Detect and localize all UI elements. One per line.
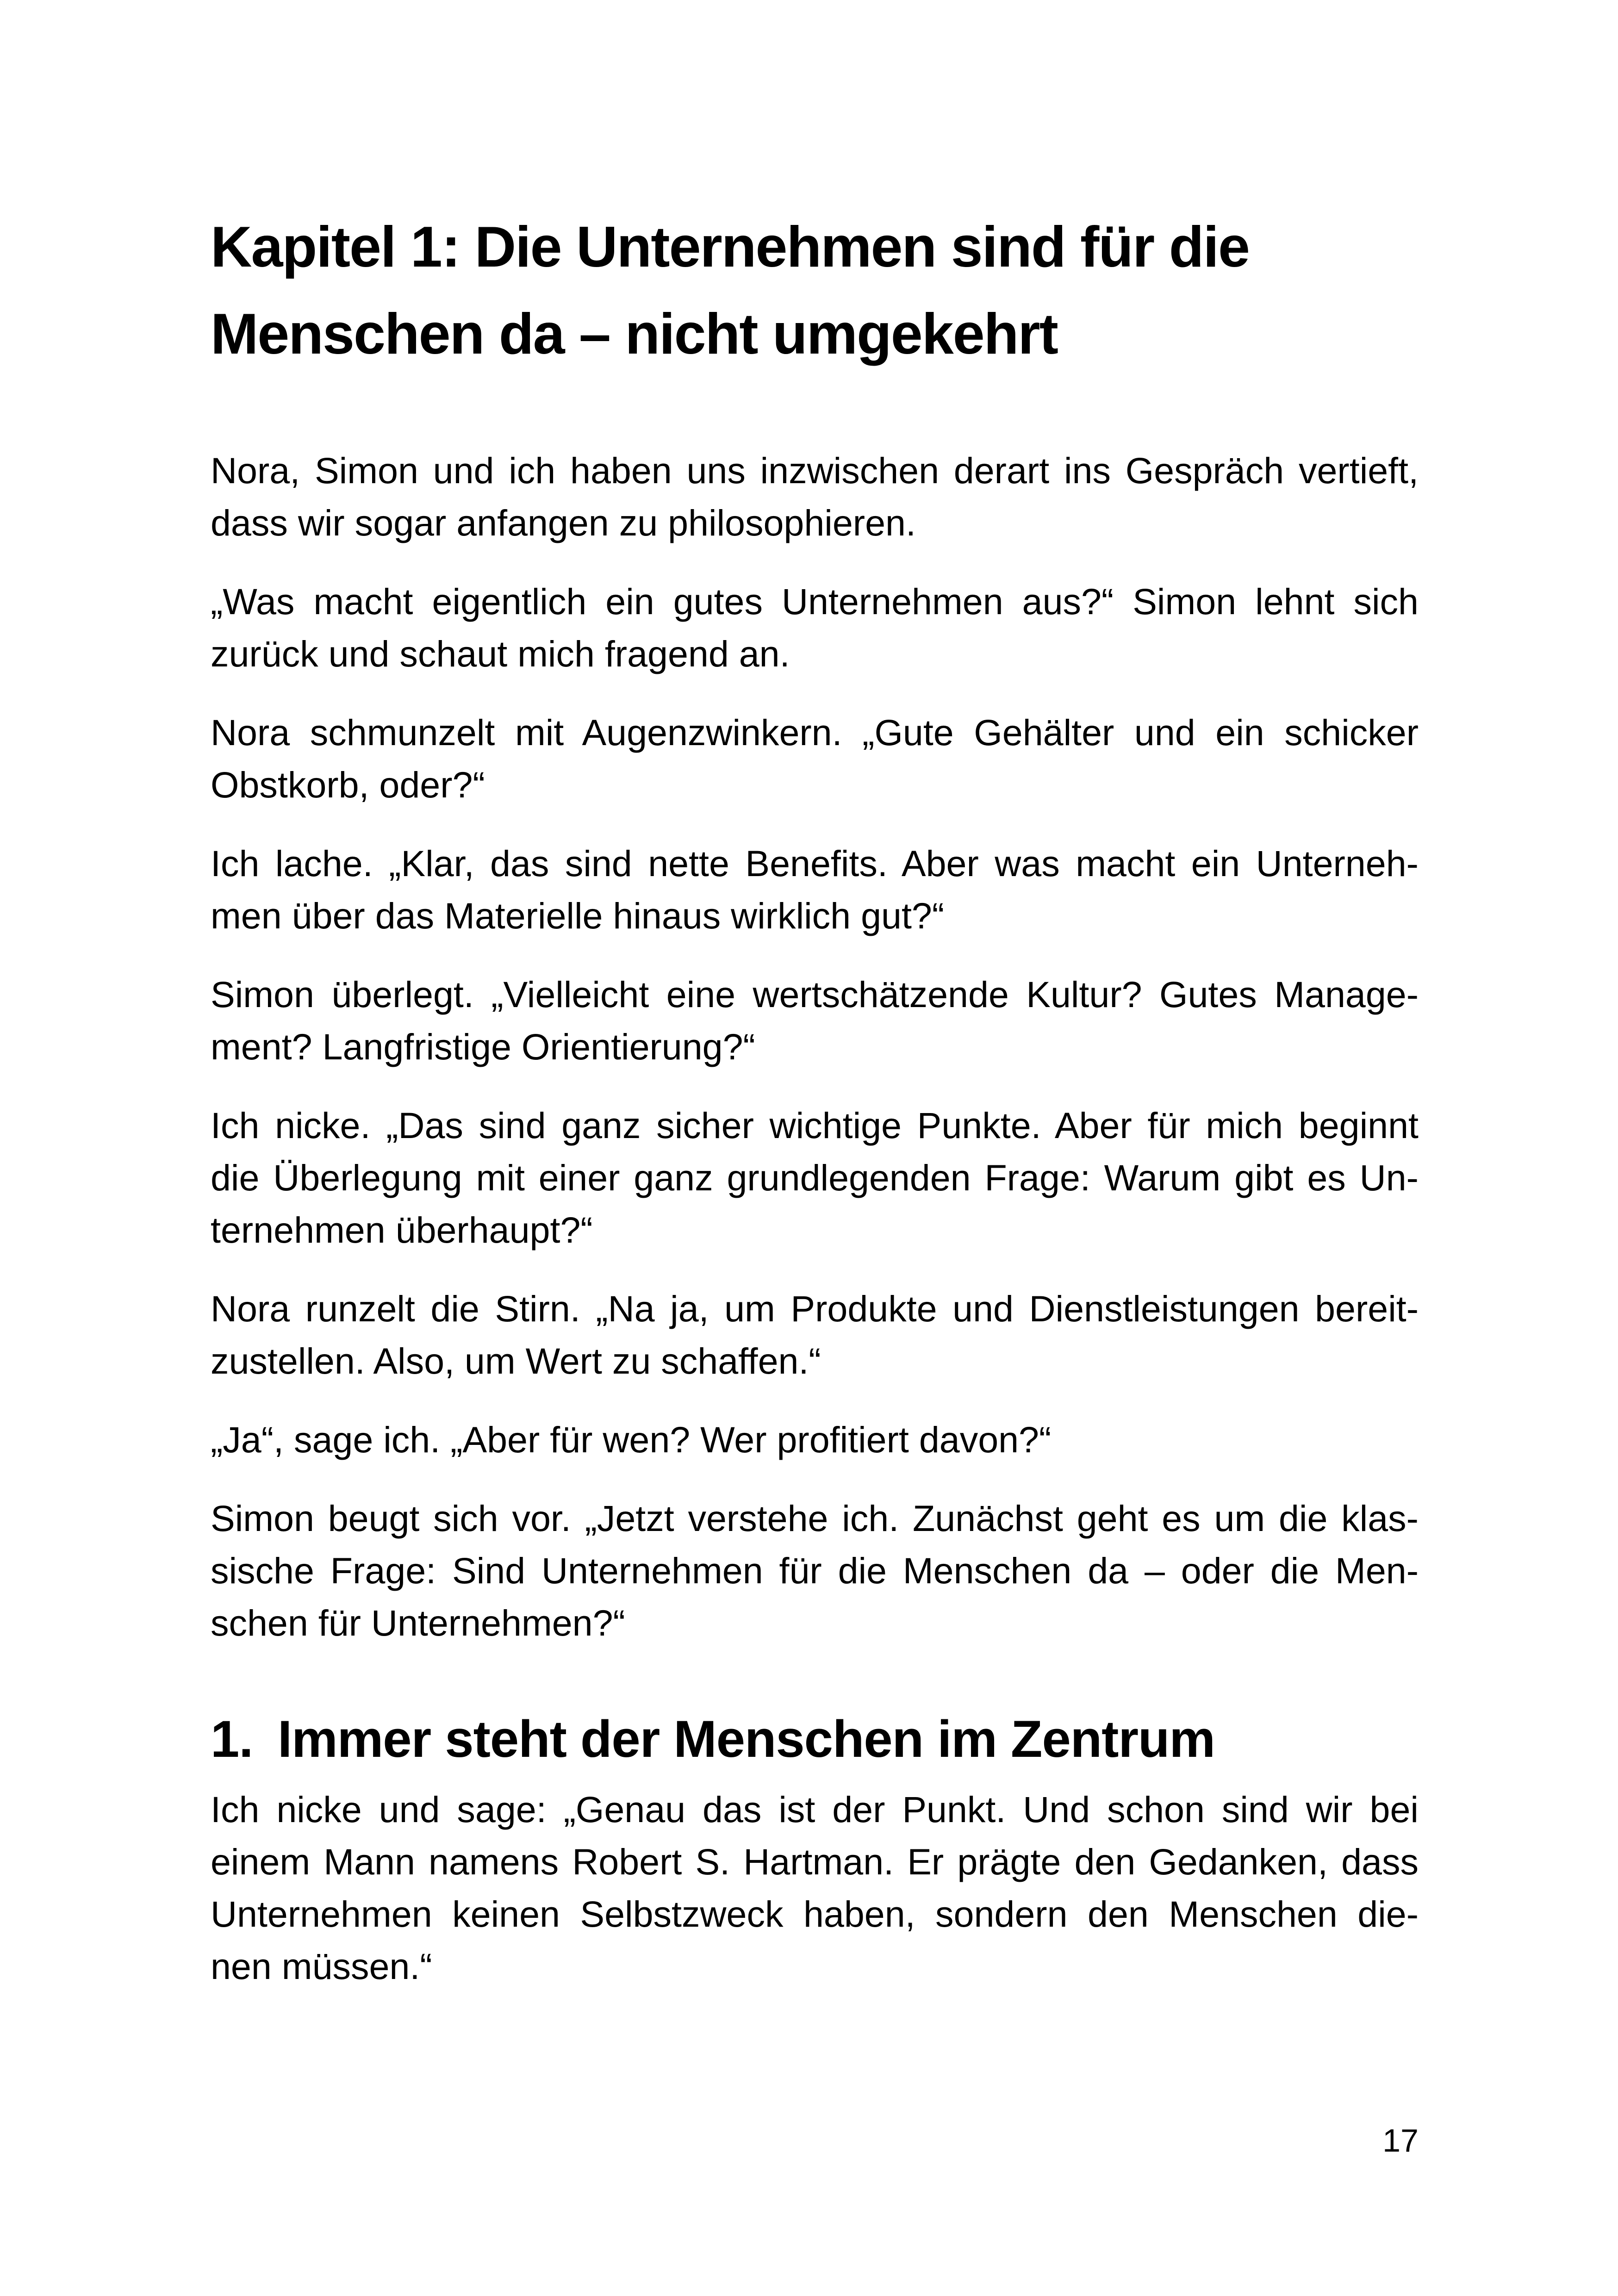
chapter-title	[211, 204, 1419, 378]
page-number: 17	[1382, 2122, 1419, 2159]
paragraph	[211, 1099, 1419, 1256]
paragraph	[211, 837, 1419, 942]
section-number: 1.	[211, 1710, 253, 1768]
text-line: die Überlegung mit einer ganz grundlegenden Frage: Warum gibt es Un-	[211, 1157, 1419, 1198]
text-line: zurück und schaut mich fragend an.	[211, 633, 790, 674]
paragraph	[211, 968, 1419, 1073]
text-line: Ich lache. „Klar, das sind nette Benefits. Aber was macht ein Unterneh-	[211, 843, 1419, 884]
text-line: Nora, Simon und ich haben uns inzwischen derart ins Gespräch vertieft,	[211, 450, 1419, 491]
text-line: ment? Langfristige Orientierung?“	[211, 1026, 755, 1067]
text-line: einem Mann namens Robert S. Hartman. Er prägte den Gedanken, dass	[211, 1841, 1419, 1882]
text-line: „Was macht eigentlich ein gutes Unternehmen aus?“ Simon lehnt sich	[211, 581, 1419, 622]
text-line: Nora schmunzelt mit Augenzwinkern. „Gute Gehälter und ein schicker	[211, 712, 1419, 753]
text-line: schen für Unternehmen?“	[211, 1602, 625, 1643]
text-line: Simon überlegt. „Vielleicht eine wertschätzende Kultur? Gutes Manage-	[211, 974, 1419, 1015]
paragraph	[211, 575, 1419, 680]
text-line: Obstkorb, oder?“	[211, 764, 485, 805]
chapter-title-line: Menschen da – nicht umgekehrt	[211, 302, 1058, 366]
text-line: men über das Materielle hinaus wirklich gut?“	[211, 895, 945, 936]
paragraph	[211, 1413, 1419, 1466]
text-line: dass wir sogar anfangen zu philosophieren.	[211, 502, 916, 543]
section-title: Immer steht der Menschen im Zentrum	[278, 1710, 1215, 1768]
paragraph	[211, 444, 1419, 549]
paragraph	[211, 1783, 1419, 1992]
text-line: Simon beugt sich vor. „Jetzt verstehe ich. Zunächst geht es um die klas-	[211, 1498, 1419, 1539]
paragraph	[211, 706, 1419, 811]
paragraph	[211, 1282, 1419, 1387]
text-line: ternehmen überhaupt?“	[211, 1209, 593, 1251]
text-line: „Ja“, sage ich. „Aber für wen? Wer profitiert davon?“	[211, 1419, 1052, 1460]
text-line: sische Frage: Sind Unternehmen für die Menschen da – oder die Men-	[211, 1550, 1419, 1591]
chapter-title-line: Kapitel 1: Die Unternehmen sind für die	[211, 215, 1249, 279]
paragraph	[211, 1492, 1419, 1649]
text-line: Unternehmen keinen Selbstzweck haben, sondern den Menschen die-	[211, 1893, 1419, 1935]
chapter-body	[211, 444, 1419, 2019]
text-line: Ich nicke. „Das sind ganz sicher wichtige Punkte. Aber für mich beginnt	[211, 1105, 1419, 1146]
text-line: Nora runzelt die Stirn. „Na ja, um Produkte und Dienstleistungen bereit-	[211, 1288, 1419, 1329]
text-line: zustellen. Also, um Wert zu schaffen.“	[211, 1340, 821, 1381]
text-line: Ich nicke und sage: „Genau das ist der Punkt. Und schon sind wir bei	[211, 1789, 1419, 1830]
text-line: nen müssen.“	[211, 1946, 432, 1987]
section-heading	[211, 1709, 1419, 1769]
